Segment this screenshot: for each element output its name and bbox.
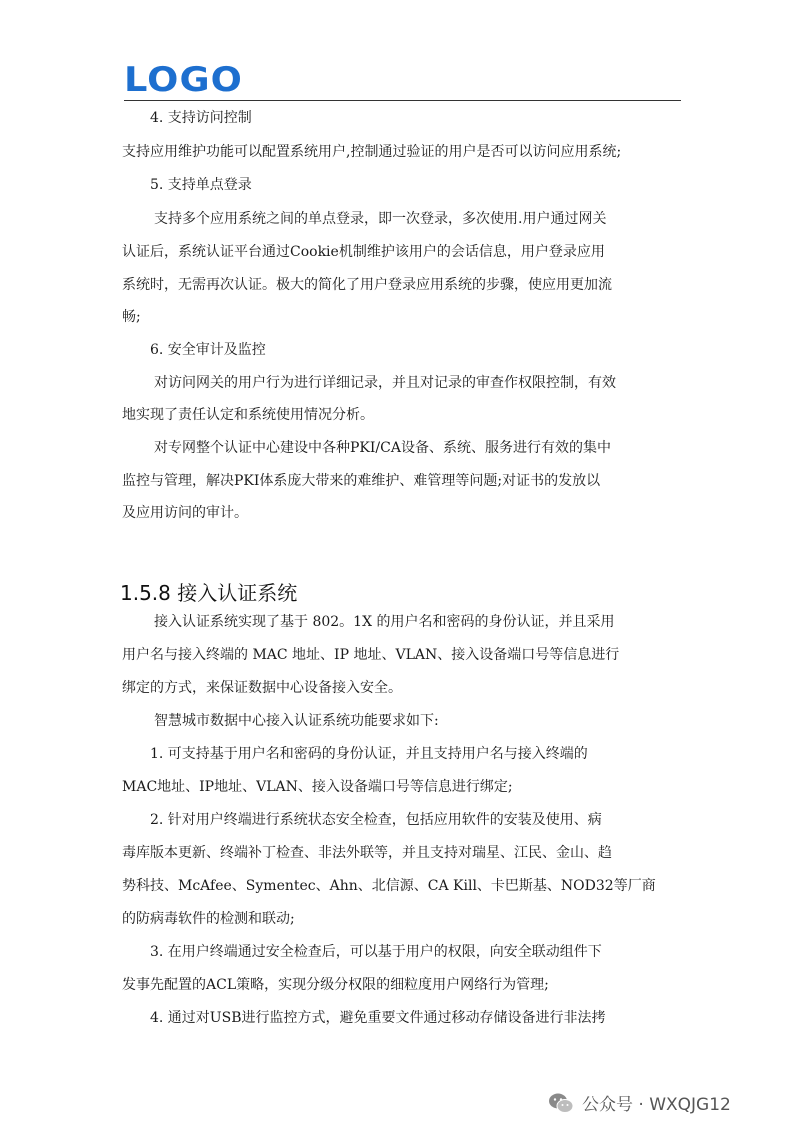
text-line: 绑定的方式，来保证数据中心设备接入安全。 <box>122 680 402 696</box>
text-line: 对访问网关的用户行为进行详细记录，并且对记录的审查作权限控制，有效 <box>154 375 616 391</box>
text-line: 支持多个应用系统之间的单点登录，即一次登录，多次使用.用户通过网关 <box>154 211 607 227</box>
watermark <box>548 1090 731 1115</box>
text-line: 认证后，系统认证平台通过Cookie机制维护该用户的会话信息，用户登录应用 <box>122 244 605 260</box>
text-line: 监控与管理，解决PKI体系庞大带来的难维护、难管理等问题;对证书的发放以 <box>122 473 601 489</box>
text-line: 4. 支持访问控制 <box>150 110 252 126</box>
wechat-icon <box>548 1091 574 1115</box>
text-line: 畅; <box>122 309 141 325</box>
text-line: 智慧城市数据中心接入认证系统功能要求如下: <box>154 713 439 729</box>
text-line: 2. 针对用户终端进行系统状态安全检查，包括应用软件的安装及使用、病 <box>150 812 602 828</box>
text-line: 支持应用维护功能可以配置系统用户,控制通过验证的用户是否可以访问应用系统; <box>122 144 622 160</box>
header-divider <box>124 100 681 101</box>
section-heading: 1.5.8 接入认证系统 <box>120 580 298 605</box>
text-line: 势科技、McAfee、Symentec、Ahn、北信源、CA Kill、卡巴斯基、NOD32等厂商 <box>122 878 656 894</box>
text-line: 4. 通过对USB进行监控方式，避免重要文件通过移动存储设备进行非法拷 <box>150 1010 606 1026</box>
text-line: 毒库版本更新、终端补丁检查、非法外联等，并且支持对瑞星、江民、金山、趋 <box>122 845 612 861</box>
text-line: 及应用访问的审计。 <box>122 505 248 521</box>
text-line: 发事先配置的ACL策略，实现分级分权限的细粒度用户网络行为管理; <box>122 977 549 993</box>
text-line: 地实现了责任认定和系统使用情况分析。 <box>122 407 374 423</box>
text-line: 接入认证系统实现了基于 802。1X 的用户名和密码的身份认证，并且采用 <box>154 614 615 630</box>
text-line: 的防病毒软件的检测和联动; <box>122 911 295 927</box>
watermark-text: 公众号 · WXQJG12 <box>582 1095 731 1115</box>
text-line: 对专网整个认证中心建设中各种PKI/CA设备、系统、服务进行有效的集中 <box>154 440 611 456</box>
text-line: 6. 安全审计及监控 <box>150 342 266 358</box>
text-line: 系统时，无需再次认证。极大的简化了用户登录应用系统的步骤，使应用更加流 <box>122 277 612 293</box>
text-line: MAC地址、IP地址、VLAN、接入设备端口号等信息进行绑定; <box>122 779 513 795</box>
text-line: 用户名与接入终端的 MAC 地址、IP 地址、VLAN、接入设备端口号等信息进行 <box>122 647 620 663</box>
text-line: 5. 支持单点登录 <box>150 177 252 193</box>
text-line: 1. 可支持基于用户名和密码的身份认证，并且支持用户名与接入终端的 <box>150 746 588 762</box>
text-line: 3. 在用户终端通过安全检查后，可以基于用户的权限，向安全联动组件下 <box>150 944 602 960</box>
logo: LOGO <box>124 60 243 100</box>
